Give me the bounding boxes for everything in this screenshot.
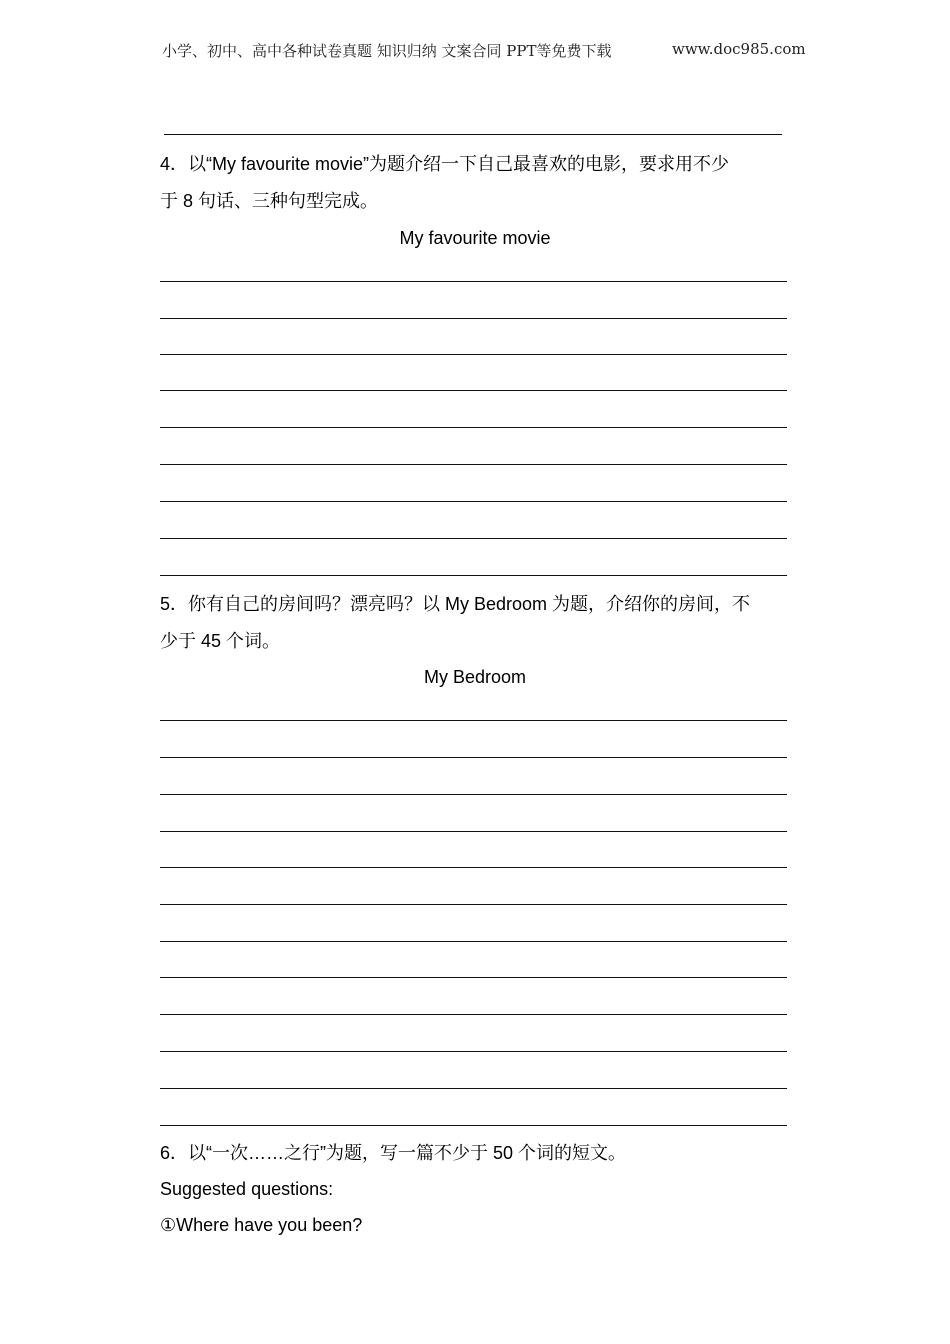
q5-prompt-line2: 少于 45 个词。 bbox=[160, 631, 281, 651]
q5-answer-line bbox=[160, 941, 787, 942]
q4-answer-line bbox=[160, 501, 787, 502]
q4-prompt-line2: 于 8 句话、三种句型完成。 bbox=[160, 191, 379, 211]
q4-answer-line bbox=[160, 464, 787, 465]
q5-answer-line bbox=[160, 867, 787, 868]
q5-answer-line bbox=[160, 720, 787, 721]
q4-answer-line bbox=[160, 354, 787, 355]
q5-essay-title: My Bedroom bbox=[423, 667, 527, 687]
q5-answer-line bbox=[160, 977, 787, 978]
answer-line-prev bbox=[164, 134, 782, 135]
q6-suggested-heading: Suggested questions: bbox=[160, 1179, 334, 1199]
q6-prompt-line1: 6．以“一次……之行”为题，写一篇不少于 50 个词的短文。 bbox=[160, 1143, 627, 1163]
q5-answer-line bbox=[160, 1088, 787, 1089]
q5-answer-line bbox=[160, 757, 787, 758]
q5-answer-line bbox=[160, 1051, 787, 1052]
page-header bbox=[162, 40, 806, 61]
q4-answer-line bbox=[160, 390, 787, 391]
header-site: www.doc985.com bbox=[672, 40, 806, 58]
q6-question-1: ①Where have you been? bbox=[160, 1215, 363, 1235]
q5-answer-line bbox=[160, 1125, 787, 1126]
q4-prompt-line1: 4．以“My favourite movie”为题介绍一下自己最喜欢的电影，要求用不少 bbox=[160, 154, 730, 174]
q5-answer-line bbox=[160, 1014, 787, 1015]
q4-answer-line bbox=[160, 538, 787, 539]
q4-answer-line bbox=[160, 575, 787, 576]
header-text: 小学、初中、高中各种试卷真题 知识归纳 文案合同 PPT等免费下载 bbox=[162, 42, 612, 60]
q4-answer-line bbox=[160, 281, 787, 282]
q5-answer-line bbox=[160, 904, 787, 905]
q5-answer-line bbox=[160, 831, 787, 832]
q4-essay-title: My favourite movie bbox=[399, 228, 551, 248]
q5-answer-line bbox=[160, 794, 787, 795]
q5-prompt-line1: 5．你有自己的房间吗？漂亮吗？以 My Bedroom 为题，介绍你的房间，不 bbox=[160, 594, 751, 614]
q4-answer-line bbox=[160, 427, 787, 428]
q4-answer-line bbox=[160, 318, 787, 319]
